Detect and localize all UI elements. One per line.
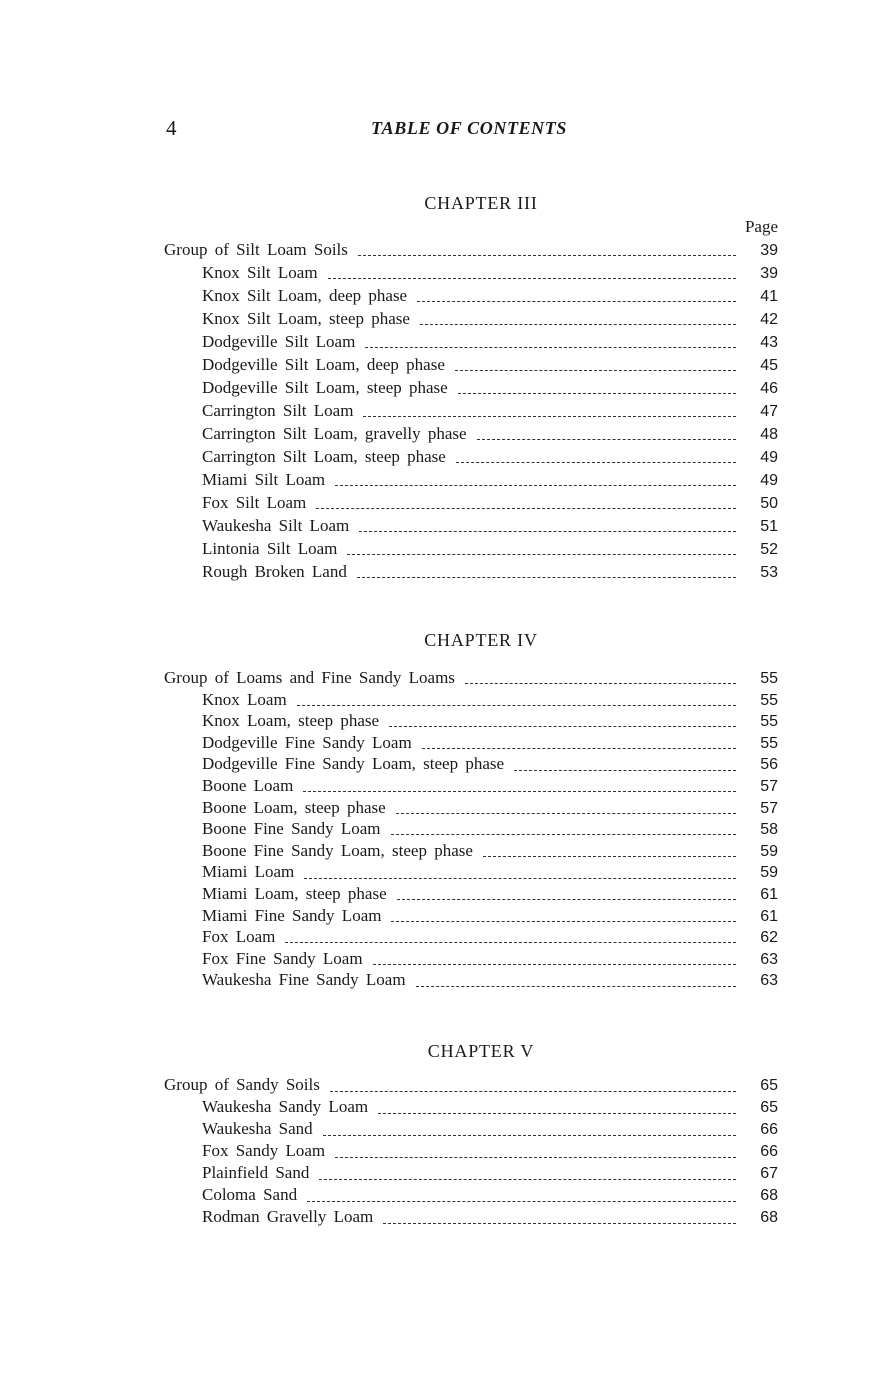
toc-entry-label: Carrington Silt Loam <box>202 401 354 420</box>
toc-entry-label: Dodgeville Fine Sandy Loam <box>202 732 412 752</box>
dot-leader <box>319 1167 736 1180</box>
toc-entry-row <box>164 732 778 754</box>
toc-entry-label: Rough Broken Land <box>202 562 347 581</box>
chapter-4-section <box>164 627 778 991</box>
toc-page-number: 39 <box>760 265 778 282</box>
dot-leader <box>383 1211 736 1224</box>
toc-entry-row <box>164 353 778 376</box>
dot-leader <box>297 693 736 706</box>
dot-leader <box>378 1101 736 1114</box>
toc-entry-row <box>164 689 778 711</box>
toc-entry-row <box>164 399 778 422</box>
toc-entry-row <box>164 445 778 468</box>
toc-page-number: 42 <box>760 311 778 328</box>
toc-page-number: 45 <box>760 357 778 374</box>
toc-entry-label: Miami Loam <box>202 862 295 882</box>
toc-page-number: 62 <box>760 929 778 947</box>
dot-leader <box>358 243 736 256</box>
toc-entry-label: Waukesha Silt Loam <box>202 516 350 535</box>
chapter-title: CHAPTER IV <box>424 630 538 650</box>
dot-leader <box>363 404 736 417</box>
toc-page-number: 65 <box>760 1099 778 1116</box>
toc-entry-label: Dodgeville Silt Loam <box>202 332 356 351</box>
toc-entry-label: Lintonia Silt Loam <box>202 539 338 558</box>
toc-entry-row <box>164 883 778 905</box>
toc-page-number: 63 <box>760 950 778 968</box>
dot-leader <box>307 1189 736 1202</box>
dot-leader <box>483 844 736 857</box>
toc-list <box>164 1074 778 1228</box>
dot-leader <box>365 335 736 348</box>
toc-page-number: 41 <box>760 288 778 305</box>
page-header <box>0 116 896 146</box>
toc-entry-row <box>164 537 778 560</box>
dot-leader <box>335 473 736 486</box>
dot-leader <box>328 266 736 279</box>
toc-page-number: 49 <box>760 449 778 466</box>
toc-entry-label: Miami Fine Sandy Loam <box>202 905 382 925</box>
toc-entry-row <box>164 840 778 862</box>
toc-entry-row <box>164 468 778 491</box>
dot-leader <box>391 822 736 835</box>
toc-entry-label: Knox Silt Loam <box>202 263 318 282</box>
chapter-5-section <box>164 1038 778 1228</box>
toc-entry-row <box>164 1118 778 1140</box>
toc-entry-row <box>164 1162 778 1184</box>
toc-entry-label: Miami Silt Loam <box>202 470 326 489</box>
chapter-title: CHAPTER III <box>424 193 538 213</box>
dot-leader <box>335 1145 736 1158</box>
toc-entry-row <box>164 969 778 991</box>
toc-page-number: 65 <box>760 1077 778 1094</box>
toc-entry-label: Knox Silt Loam, steep phase <box>202 309 410 328</box>
toc-entry-label: Boone Fine Sandy Loam, steep phase <box>202 840 473 860</box>
toc-list <box>164 667 778 991</box>
toc-page-number: 48 <box>760 426 778 443</box>
toc-entry-row <box>164 905 778 927</box>
toc-entry-row <box>164 422 778 445</box>
running-title: TABLE OF CONTENTS <box>371 118 567 138</box>
toc-page-number: 58 <box>760 821 778 839</box>
toc-entry-row <box>164 560 778 583</box>
toc-entry-label: Plainfield Sand <box>202 1163 310 1182</box>
dot-leader <box>303 779 736 792</box>
dot-leader <box>391 909 736 922</box>
toc-page-number: 56 <box>760 756 778 774</box>
toc-entry-label: Waukesha Sandy Loam <box>202 1097 369 1116</box>
toc-page-number: 39 <box>760 242 778 259</box>
toc-entry-row <box>164 926 778 948</box>
chapter-3-section <box>164 190 778 583</box>
toc-page-number: 57 <box>760 777 778 795</box>
page-number: 4 <box>166 116 177 140</box>
page-column-label: Page <box>744 217 778 236</box>
toc-entry-row <box>164 775 778 797</box>
toc-page-number: 49 <box>760 472 778 489</box>
toc-entry-label: Knox Loam <box>202 689 287 709</box>
dot-leader <box>416 974 736 987</box>
toc-page-number: 55 <box>760 691 778 709</box>
dot-leader <box>359 519 736 532</box>
toc-page-number: 61 <box>760 907 778 925</box>
toc-entry-label: Rodman Gravelly Loam <box>202 1207 374 1226</box>
toc-page-number: 51 <box>760 518 778 535</box>
toc-page-number: 59 <box>760 864 778 882</box>
toc-entry-label: Group of Sandy Soils <box>164 1075 320 1094</box>
toc-page-number: 67 <box>760 1165 778 1182</box>
dot-leader <box>357 565 736 578</box>
toc-page-number: 68 <box>760 1209 778 1226</box>
toc-entry-label: Boone Loam <box>202 775 294 795</box>
toc-page-number: 55 <box>760 713 778 731</box>
toc-entry-row <box>164 710 778 732</box>
dot-leader <box>422 736 736 749</box>
dot-leader <box>285 930 736 943</box>
toc-entry-label: Group of Loams and Fine Sandy Loams <box>164 668 455 687</box>
toc-list <box>164 238 778 583</box>
toc-entry-label: Boone Fine Sandy Loam <box>202 819 381 839</box>
toc-group-row <box>164 238 778 261</box>
toc-entry-label: Fox Sandy Loam <box>202 1141 326 1160</box>
dot-leader <box>417 289 736 302</box>
toc-entry-row <box>164 261 778 284</box>
dot-leader <box>304 866 736 879</box>
toc-entry-row <box>164 514 778 537</box>
toc-entry-row <box>164 1206 778 1228</box>
toc-page-number: 57 <box>760 799 778 817</box>
dot-leader <box>330 1079 736 1092</box>
toc-entry-row <box>164 948 778 970</box>
toc-page-number: 50 <box>760 495 778 512</box>
dot-leader <box>456 450 736 463</box>
toc-entry-row <box>164 1140 778 1162</box>
toc-page-number: 53 <box>760 564 778 581</box>
toc-group-row <box>164 667 778 689</box>
toc-entry-label: Coloma Sand <box>202 1185 298 1204</box>
toc-entry-row <box>164 307 778 330</box>
toc-entry-row <box>164 1096 778 1118</box>
toc-page-number: 66 <box>760 1121 778 1138</box>
dot-leader <box>397 887 736 900</box>
dot-leader <box>347 542 736 555</box>
toc-entry-row <box>164 861 778 883</box>
toc-entry-row <box>164 330 778 353</box>
toc-entry-row <box>164 1184 778 1206</box>
toc-entry-label: Carrington Silt Loam, steep phase <box>202 447 446 466</box>
chapter-title: CHAPTER V <box>427 1041 535 1061</box>
toc-entry-label: Knox Silt Loam, deep phase <box>202 286 408 305</box>
toc-entry-label: Waukesha Sand <box>202 1119 313 1138</box>
toc-page-number: 66 <box>760 1143 778 1160</box>
toc-page-number: 61 <box>760 885 778 903</box>
toc-page-number: 68 <box>760 1187 778 1204</box>
toc-entry-row <box>164 491 778 514</box>
dot-leader <box>323 1123 736 1136</box>
toc-page-number: 47 <box>760 403 778 420</box>
toc-entry-row <box>164 753 778 775</box>
dot-leader <box>514 758 736 771</box>
toc-entry-label: Waukesha Fine Sandy Loam <box>202 970 406 990</box>
toc-entry-label: Boone Loam, steep phase <box>202 797 386 817</box>
toc-page-number: 63 <box>760 972 778 990</box>
toc-entry-label: Dodgeville Silt Loam, deep phase <box>202 355 445 374</box>
toc-entry-label: Dodgeville Fine Sandy Loam, steep phase <box>202 754 505 774</box>
toc-entry-row <box>164 376 778 399</box>
dot-leader <box>477 427 736 440</box>
toc-page-number: 55 <box>760 734 778 752</box>
toc-entry-row <box>164 284 778 307</box>
toc-page-number: 46 <box>760 380 778 397</box>
dot-leader <box>316 496 736 509</box>
dot-leader <box>458 381 736 394</box>
dot-leader <box>465 671 736 684</box>
toc-entry-row <box>164 797 778 819</box>
toc-page-number: 55 <box>760 670 778 687</box>
toc-entry-label: Miami Loam, steep phase <box>202 883 387 903</box>
toc-entry-label: Carrington Silt Loam, gravelly phase <box>202 424 467 443</box>
dot-leader <box>373 952 736 965</box>
toc-entry-label: Group of Silt Loam Soils <box>164 240 348 259</box>
toc-page-number: 52 <box>760 541 778 558</box>
toc-entry-label: Fox Loam <box>202 927 276 947</box>
dot-leader <box>455 358 736 371</box>
toc-page-number: 59 <box>760 842 778 860</box>
toc-page-number: 43 <box>760 334 778 351</box>
toc-entry-row <box>164 818 778 840</box>
toc-entry-label: Knox Loam, steep phase <box>202 711 380 731</box>
toc-group-row <box>164 1074 778 1096</box>
toc-entry-label: Dodgeville Silt Loam, steep phase <box>202 378 448 397</box>
dot-leader <box>396 801 736 814</box>
toc-entry-label: Fox Silt Loam <box>202 493 307 512</box>
dot-leader <box>420 312 736 325</box>
toc-entry-label: Fox Fine Sandy Loam <box>202 948 363 968</box>
dot-leader <box>389 714 736 727</box>
